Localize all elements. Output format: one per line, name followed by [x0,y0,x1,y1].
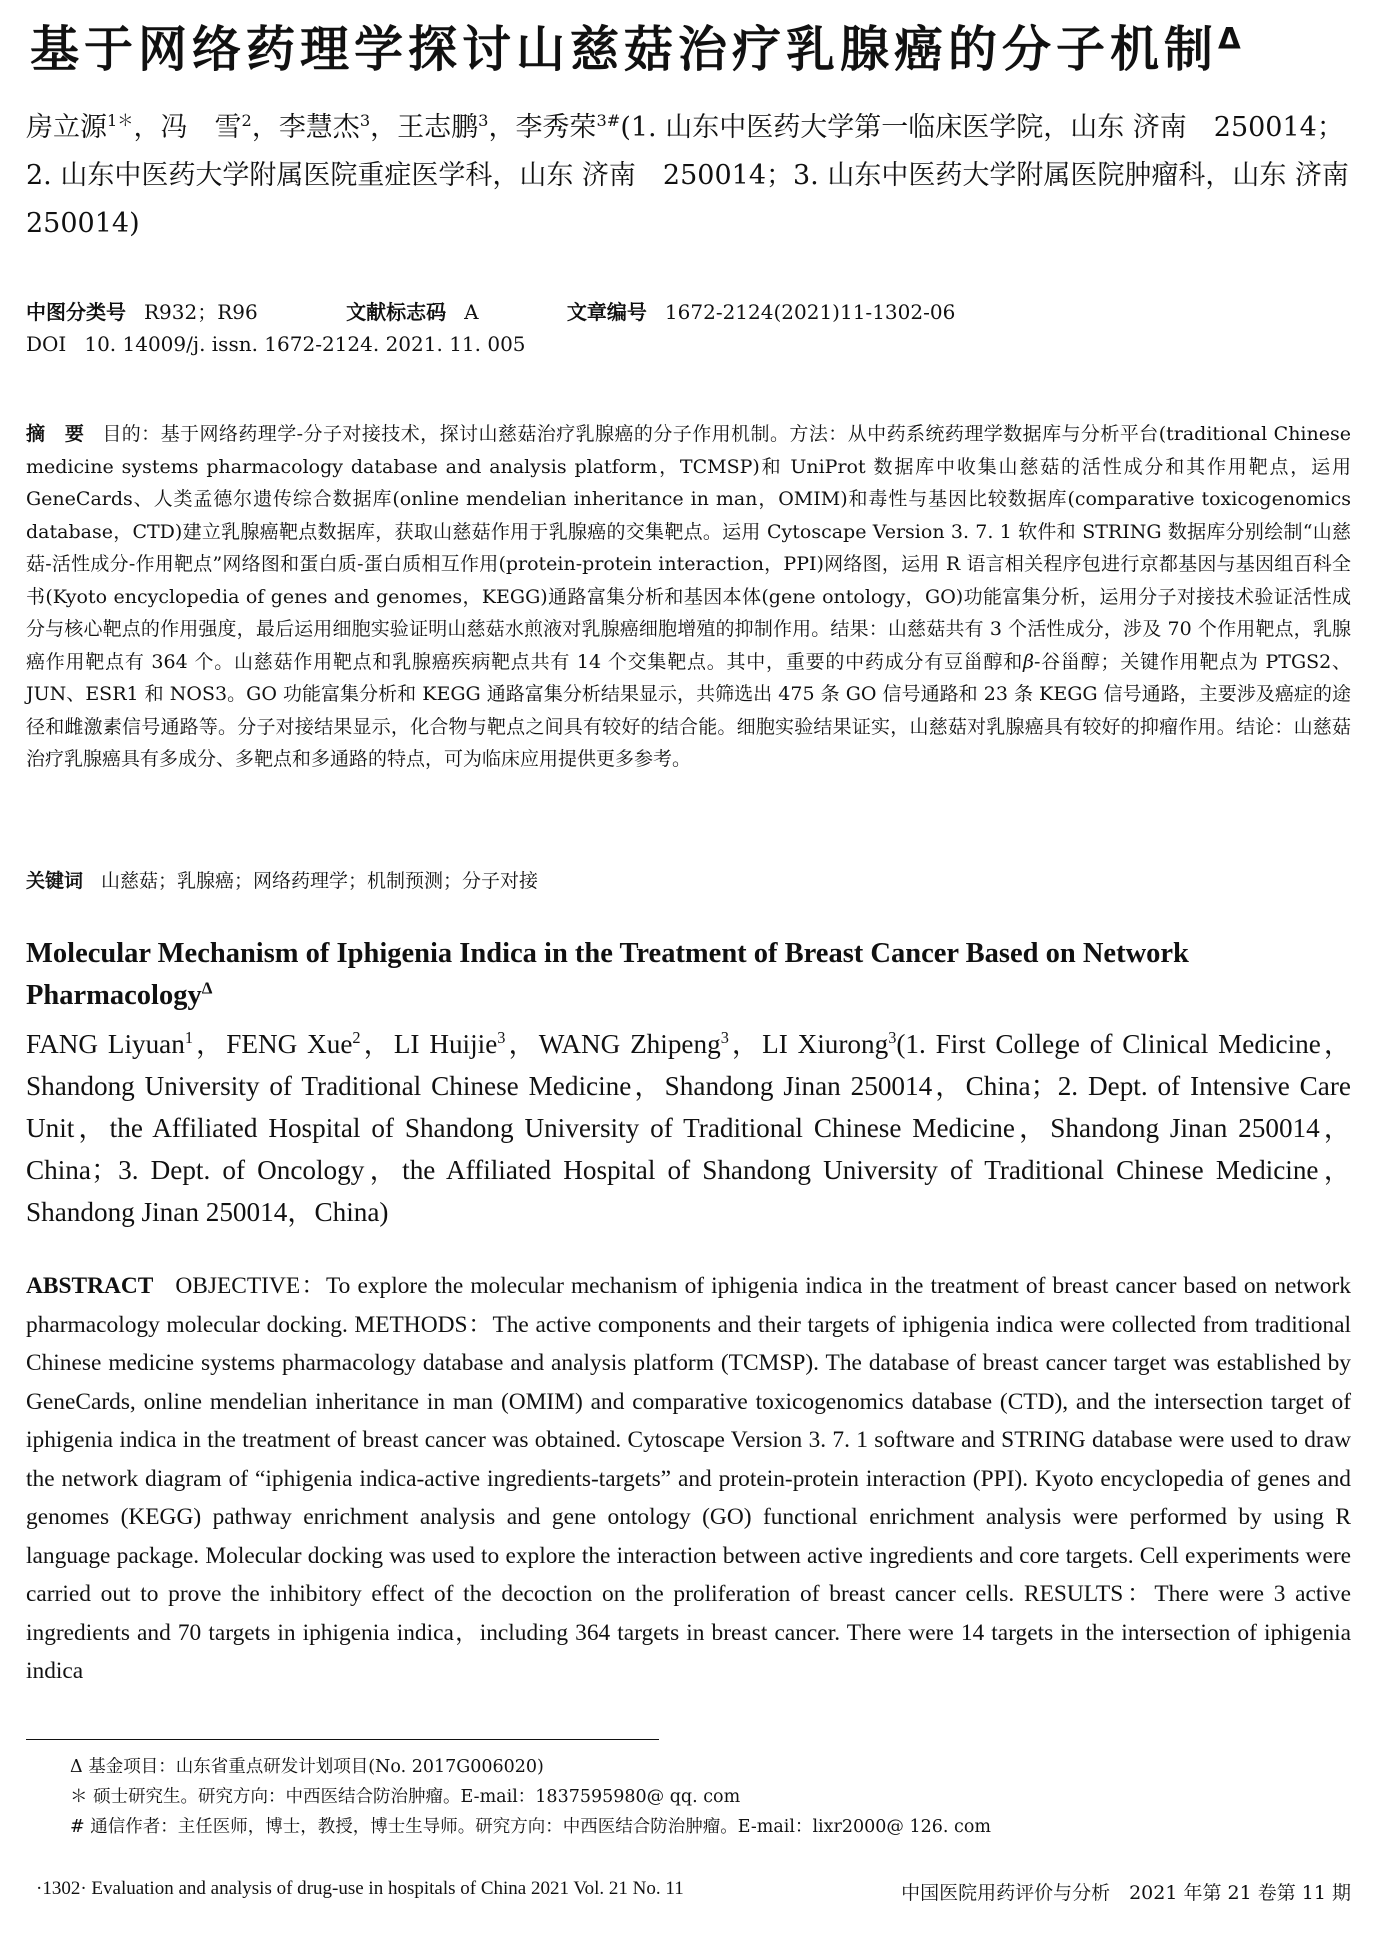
footnote-student: ＊ 硕士研究生。研究方向：中西医结合防治肿瘤。E-mail：1837595980@ qq. com [70,1787,741,1807]
abstract-en-text: OBJECTIVE：To explore the molecular mechanism of iphigenia indica in the treatment of breast cancer based on network pharmacology molecular docking. METHODS：The active components and their targets of iphigenia indica were collected from traditional Chinese medicine systems pharmacology database and analysis platform (TCMSP). The database of breast cancer target was established by GeneCards, online mendelian inheritance in man (OMIM) and comparative toxicogenomics database (CTD), and the intersection target of iphigenia indica in the treatment of breast cancer was obtained. Cytoscape Version 3. 7. 1 software and STRING database were used to draw the network diagram of “iphigenia indica-active ingredients-targets” and protein-protein interaction (PPI). Kyoto encyclopedia of genes and genomes (KEGG) pathway enrichment analysis and gene ontology (GO) functional enrichment analysis were performed by using R language package. Molecular docking was used to explore the interaction between active ingredients and core targets. Cell experiments were carried out to prove the inhibitory effect of the decoction on the proliferation of breast cancer cells. RESULTS：There were 3 active ingredients and 70 targets in iphigenia indica，including 364 targets in breast cancer. There were 14 targets in the intersection of iphigenia indica [26,1273,1351,1684]
clc-value: R932；R96 [144,300,258,324]
doi-label: DOI [26,332,67,356]
author-3: 李慧杰 [278,112,360,143]
title-en-fund-mark: Δ [201,978,213,998]
author-en-1: FANG Liyuan [26,1029,185,1059]
author-en-4: ，WANG Zhipeng [505,1029,721,1059]
footnote-fund: Δ 基金项目：山东省重点研发计划项目(No. 2017G006020) [70,1757,544,1777]
footnote-divider [26,1739,659,1740]
footer-right: 中国医院用药评价与分析 2021 年第 21 卷第 11 期 [901,1882,1351,1904]
author-4: 王志鹏 [397,112,479,143]
abstract-cn-text-a: 目的：基于网络药理学-分子对接技术，探讨山慈菇治疗乳腺癌的分子作用机制。方法：从中药系统药理学数据库与分析平台(traditional Chinese medicine systems pharmacology database and analysis platform，TCMSP)和 UniProt 数据库中收集山慈菇的活性成分和其作用靶点，运用 GeneCards、人类孟德尔遗传综合数据库(online mendelian inheritance in man，OMIM)和毒性与基因比较数据库(comparative toxicogenomics database，CTD)建立乳腺癌靶点数据库，获取山慈菇作用于乳腺癌的交集靶点。运用 Cytoscape Version 3. 7. 1 软件和 STRING 数据库分别绘制“山慈菇-活性成分-作用靶点”网络图和蛋白质-蛋白质相互作用(protein-protein interaction，PPI)网络图，运用 R 语言相关程序包进行京都基因与基因组百科全书(Kyoto encyclopedia of genes and genomes，KEGG)通路富集分析和基因本体(gene ontology，GO)功能富集分析，运用分子对接技术验证活性成分与核心靶点的作用强度，最后运用细胞实验证明山慈菇水煎液对乳腺癌细胞增殖的抑制作用。结果：山慈菇共有 3 个活性成分，涉及 70 个作用靶点，乳腺癌作用靶点有 364 个。山慈菇作用靶点和乳腺癌疾病靶点共有 14 个交集靶点。其中，重要的中药成分有豆甾醇和 [26,423,1351,673]
footnotes [70,1752,1340,1842]
title-cn-text: 基于网络药理学探讨山慈菇治疗乳腺癌的分子机制 [30,21,1219,78]
author-4-sup: 3 [478,111,489,130]
doi-value: 10. 14009/j. issn. 1672-2124. 2021. 11. 005 [84,332,526,356]
author-5-sup: 3# [596,111,621,130]
author-en-3-sup: 3 [497,1027,506,1047]
doi-line [26,332,1351,356]
author-en-3: ，LI Huijie [360,1029,498,1059]
authors-en [26,1023,1351,1233]
author-en-4-sup: 3 [720,1027,729,1047]
title-en [26,933,1351,1017]
author-en-2-sup: 2 [352,1027,361,1047]
doc-code-value: A [464,300,479,324]
author-en-5: ，LI Xiurong [728,1029,889,1059]
author-3-sup: 3 [359,111,371,130]
title-fund-mark: Δ [1218,21,1246,56]
article-no-label: 文章编号 [566,300,647,324]
abstract-cn [26,418,1351,776]
classification-line [26,296,1351,325]
author-en-2: ，FENG Xue [193,1029,353,1059]
keywords-label: 关键词 [26,870,84,892]
author-1-sup: 1＊ [107,111,134,130]
author-2-sup: 2 [241,111,252,130]
author-2: 冯 雪 [160,112,242,143]
affiliations-en: (1. First College of Clinical Medicine，Shandong University of Traditional Chinese Medicine，Shandong Jinan 250014，China；2. Dept. of Intensive Care Unit，the Affiliated Hospital of Shandong University of Traditional Chinese Medicine，Shandong Jinan 250014，China；3. Dept. of Oncology，the Affiliated Hospital of Shandong University of Traditional Chinese Medicine，Shandong Jinan 250014，China) [26,1029,1352,1227]
doc-code-label: 文献标志码 [346,300,447,324]
title-cn [30,18,1350,82]
abstract-en [26,1267,1351,1691]
keywords-cn [26,866,1351,893]
author-en-5-sup: 3 [888,1027,897,1047]
article-no-value: 1672-2124(2021)11-1302-06 [664,300,956,324]
title-en-text: Molecular Mechanism of Iphigenia Indica in the Treatment of Breast Cancer Based on Network Pharmacology [26,938,1189,1011]
author-en-1-sup: 1 [184,1027,194,1047]
clc-label: 中图分类号 [26,300,126,324]
beta-symbol: β [1023,650,1035,673]
author-1: 房立源 [26,112,107,143]
footer-left: ·1302· Evaluation and analysis of drug-use in hospitals of China 2021 Vol. 21 No. 11 [36,1878,684,1899]
authors-cn: 房立源$^{1*}$，冯 雪$^2$，李慧杰$^3$，王志鹏$^3$，李秀荣$^{3\#}$(1. 山东中医药大学第一临床医学院，山东 济南 250014；2. 山东中医药大学附属医院重症医学科，山东 济南 250014；3. 山东中医药大学附属医院肿瘤科，山东 济南 250014) [26,111,1349,239]
abstract-cn-text-b: -谷甾醇；关键作用靶点为 PTGS2、JUN、ESR1 和 NOS3。GO 功能富集分析和 KEGG 通路富集分析结果显示，共筛选出 475 条 GO 信号通路和 23 条 KEGG 信号通路，主要涉及癌症的途径和雌激素信号通路等。分子对接结果显示，化合物与靶点之间具有较好的结合能。细胞实验结果证实，山慈菇对乳腺癌具有较好的抑瘤作用。结论：山慈菇治疗乳腺癌具有多成分、多靶点和多通路的特点，可为临床应用提供更多参考。 [26,650,1351,770]
affiliations-cn: (1. 山东中医药大学第一临床医学院，山东 济南 250014；2. 山东中医药大学附属医院重症医学科，山东 济南 250014；3. 山东中医药大学附属医院肿瘤科，山东 济南 250014) [26,112,1349,239]
abstract-cn-label: 摘 要 [26,423,85,445]
abstract-en-label: ABSTRACT [26,1273,154,1299]
author-5: 李秀荣 [515,112,597,143]
footnote-corresponding: # 通信作者：主任医师，博士，教授，博士生导师。研究方向：中西医结合防治肿瘤。E-mail：lixr2000@ 126. com [70,1817,991,1837]
keywords-text: 山慈菇；乳腺癌；网络药理学；机制预测；分子对接 [101,870,539,892]
